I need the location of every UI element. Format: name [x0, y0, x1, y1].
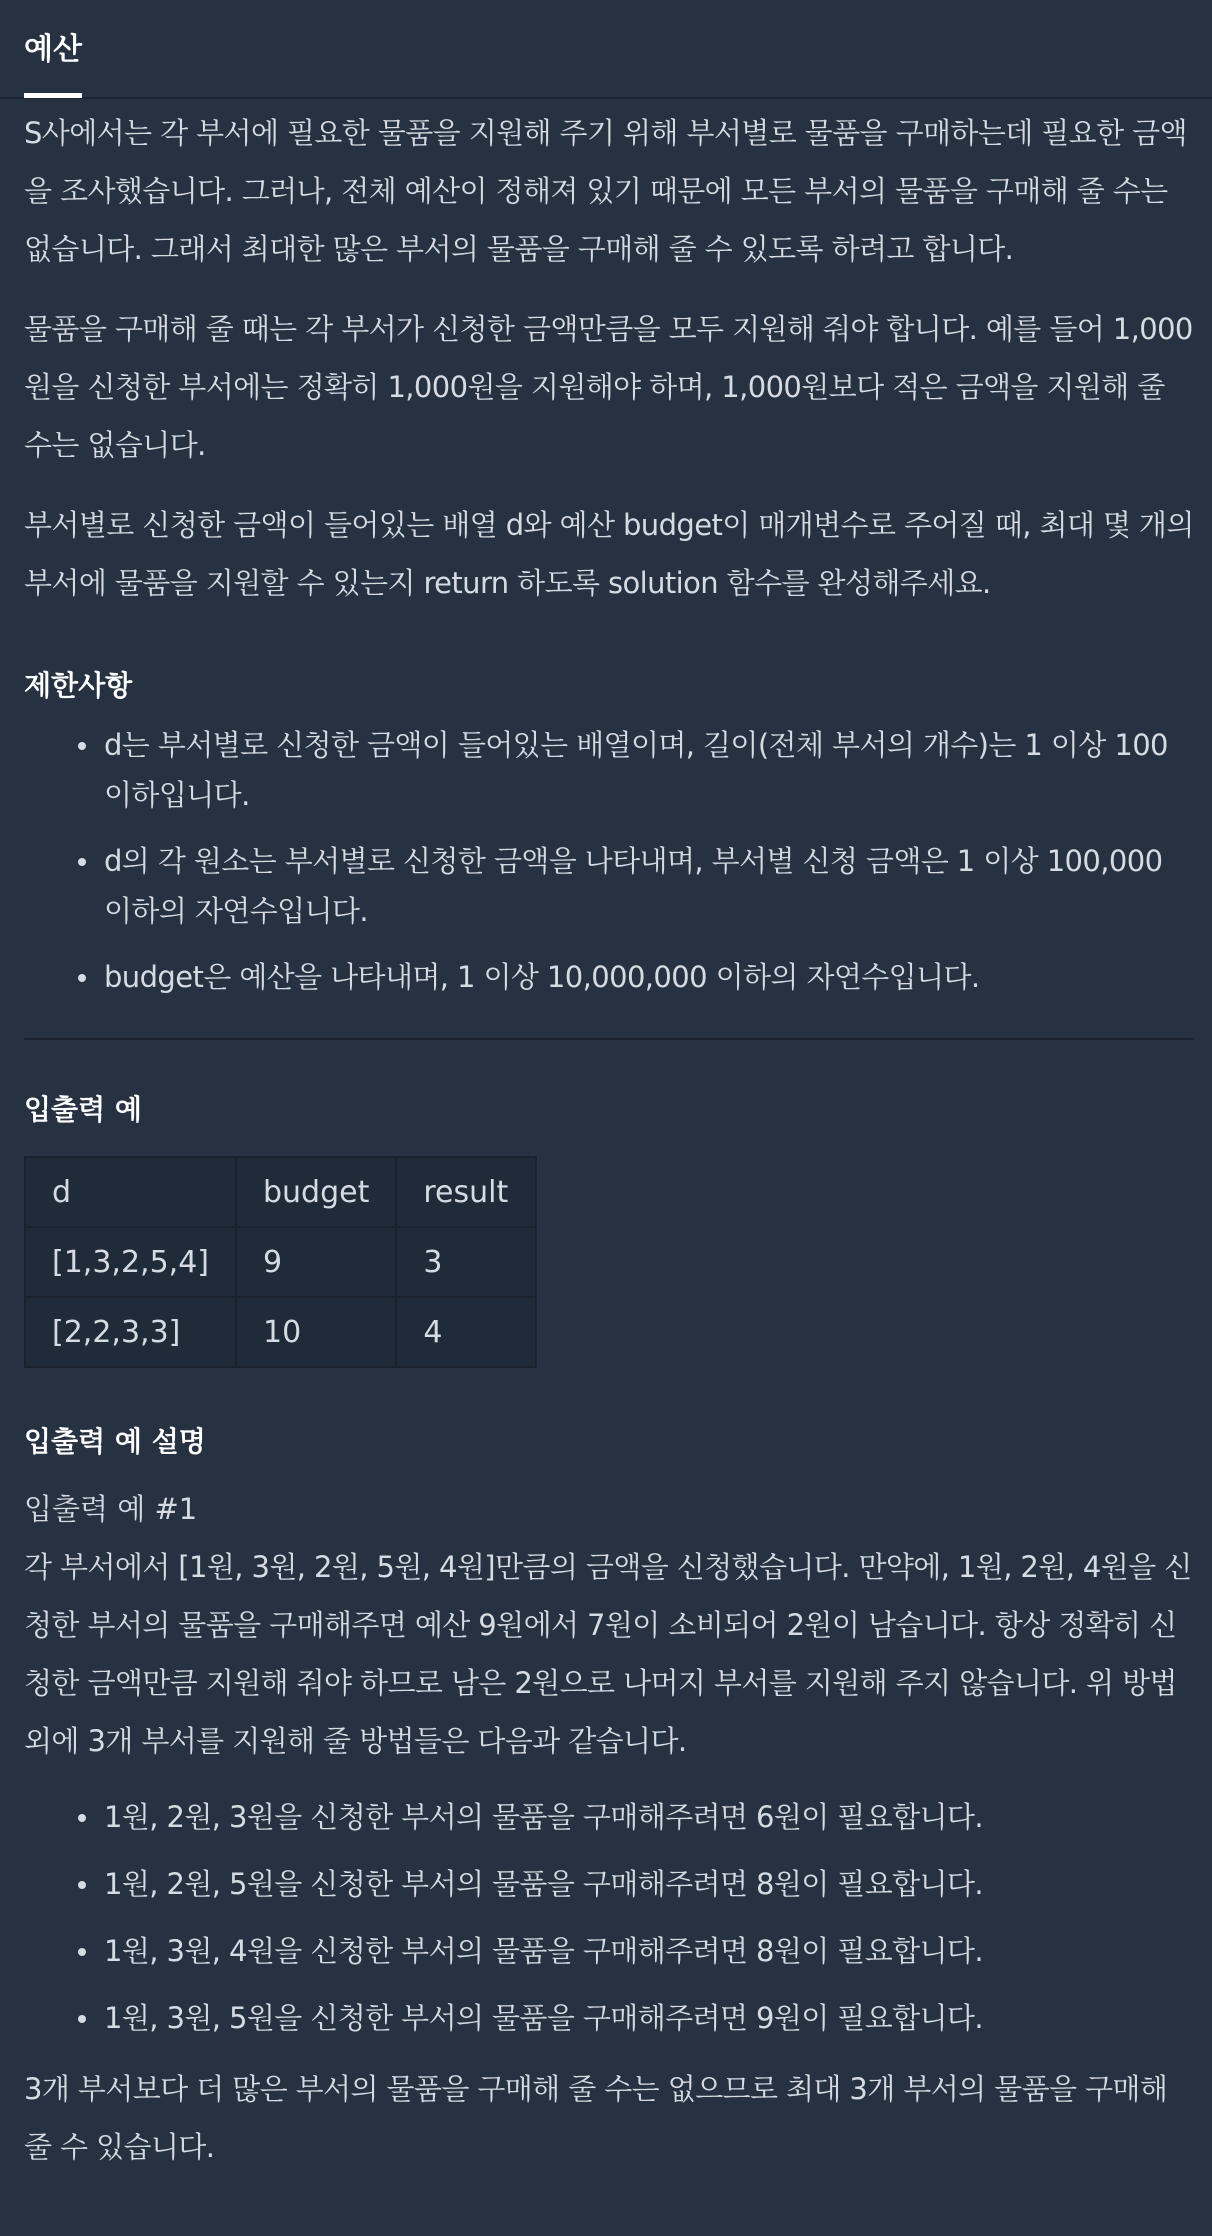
explanation-item: 1원, 3원, 5원을 신청한 부서의 물품을 구매해주려면 9원이 필요합니다. [104, 1993, 1194, 2043]
section-divider [24, 1038, 1194, 1040]
table-cell: [1,3,2,5,4] [25, 1227, 236, 1297]
example-title: 입출력 예 #1 [24, 1492, 198, 1526]
column-header-result: result [396, 1157, 536, 1227]
constraints-list [24, 720, 1194, 1002]
table-cell: [2,2,3,3] [25, 1297, 236, 1367]
table-cell: 4 [396, 1297, 536, 1367]
explanation-item: 1원, 3원, 4원을 신청한 부서의 물품을 구매해주려면 8원이 필요합니다. [104, 1926, 1194, 1976]
examples-heading: 입출력 예 [24, 1093, 142, 1126]
explanation-item: 1원, 2원, 5원을 신청한 부서의 물품을 구매해주려면 8원이 필요합니다. [104, 1859, 1194, 1909]
tab-bar [0, 0, 1212, 99]
constraints-heading: 제한사항 [24, 669, 133, 702]
explanation-paragraph: 각 부서에서 [1원, 3원, 2원, 5원, 4원]만큼의 금액을 신청했습니다. 만약에, 1원, 2원, 4원을 신청한 부서의 물품을 구매해주면 예산 9원에서 7원이 소비되어 2원이 남습니다. 항상 정확히 신청한 금액만큼 지원해 줘야 하므로 남은 2원으로 나머지 부서를 지원해 주지 않습니다. 위 방법 외에 3개 부서를 지원해 줄 방법들은 다음과 같습니다. [24, 1550, 1192, 1758]
column-header-budget: budget [236, 1157, 396, 1227]
explanation-conclusion: 3개 부서보다 더 많은 부서의 물품을 구매해 줄 수는 없으므로 최대 3개 부서의 물품을 구매해 줄 수 있습니다. [24, 2072, 1168, 2164]
description-paragraph: S사에서는 각 부서에 필요한 물품을 지원해 주기 위해 부서별로 물품을 구매하는데 필요한 금액을 조사했습니다. 그러나, 전체 예산이 정해져 있기 때문에 모든 부서의 물품을 구매해 줄 수는 없습니다. 그래서 최대한 많은 부서의 물품을 구매해 줄 수 있도록 하려고 합니다. [24, 116, 1187, 266]
explanation-heading: 입출력 예 설명 [24, 1425, 206, 1458]
explanation-list [24, 1792, 1194, 2043]
examples-table [24, 1156, 537, 1368]
active-tab-indicator [24, 93, 82, 98]
table-row [25, 1227, 536, 1297]
table-cell: 10 [236, 1297, 396, 1367]
table-row [25, 1297, 536, 1367]
explanation-item: 1원, 2원, 3원을 신청한 부서의 물품을 구매해주려면 6원이 필요합니다. [104, 1792, 1194, 1842]
constraint-item: budget은 예산을 나타내며, 1 이상 10,000,000 이하의 자연수입니다. [104, 952, 1194, 1002]
tab-problem-title[interactable]: 예산 [24, 32, 82, 67]
table-cell: 9 [236, 1227, 396, 1297]
description-paragraph: 부서별로 신청한 금액이 들어있는 배열 d와 예산 budget이 매개변수로 주어질 때, 최대 몇 개의 부서에 물품을 지원할 수 있는지 return 하도록 solution 함수를 완성해주세요. [24, 508, 1194, 600]
table-header-row [25, 1157, 536, 1227]
description-paragraph: 물품을 구매해 줄 때는 각 부서가 신청한 금액만큼을 모두 지원해 줘야 합니다. 예를 들어 1,000원을 신청한 부서에는 정확히 1,000원을 지원해야 하며, 1,000원보다 적은 금액을 지원해 줄 수는 없습니다. [24, 312, 1193, 462]
table-cell: 3 [396, 1227, 536, 1297]
constraint-item: d의 각 원소는 부서별로 신청한 금액을 나타내며, 부서별 신청 금액은 1 이상 100,000 이하의 자연수입니다. [104, 836, 1194, 936]
column-header-d: d [25, 1157, 236, 1227]
problem-description [24, 104, 1194, 2176]
constraint-item: d는 부서별로 신청한 금액이 들어있는 배열이며, 길이(전체 부서의 개수)는 1 이상 100 이하입니다. [104, 720, 1194, 820]
